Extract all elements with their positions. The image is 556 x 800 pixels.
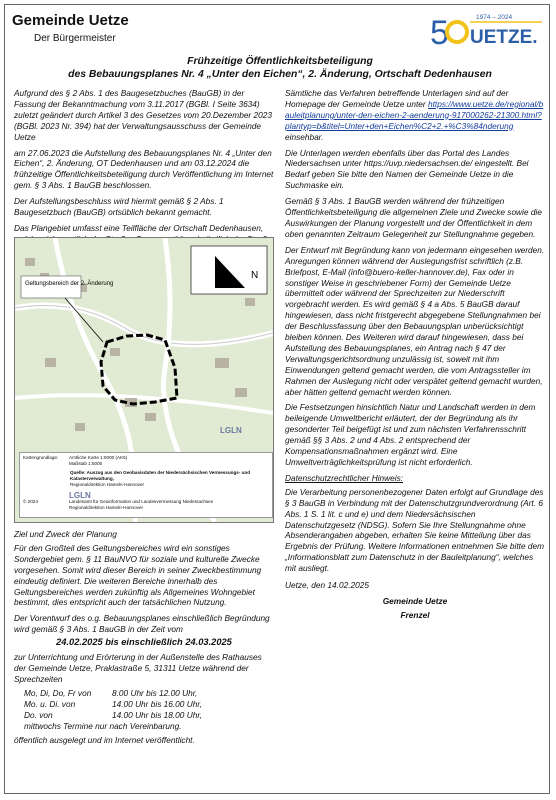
paragraph-published: öffentlich ausgelegt und im Internet veröffentlicht. xyxy=(14,735,195,746)
svg-text:5: 5 xyxy=(430,14,449,50)
legend-lgln-full-2: Regionaldirektion Hameln-Hannover xyxy=(69,505,144,510)
paragraph-environment: Die Festsetzungen hinsichtlich Natur und Landschaft werden in dem beileigende Umweltbericht erläutert, der der Begründung als ihr gesonderter Teil beigefügt ist und zum nächsten Verfahrensschritt gemäß §§ 3 Abs. 2 und 4 Abs. 2 entsprechend der Kompensationsmaßnahmen ergänzt wird. Eine Umweltverträglichkeitsprüfung ist nicht erforderlich. xyxy=(285,402,536,467)
site-map xyxy=(14,237,274,523)
documents-link[interactable]: https://www.uetze.de/regional/bauleitplanung/unter-den-eichen-2-aenderung-917000262-21300.html?plantyp=b&titel=Unter+den+Eichen%C2+2.+%C3%84nderung xyxy=(285,98,544,131)
logo-text: UETZE. xyxy=(470,27,538,48)
uetze-50-logo xyxy=(430,10,544,50)
legend-source-2: Regionaldirektion Hameln-Hannover xyxy=(70,482,145,487)
paragraph-participation: Gemäß § 3 Abs. 1 BauGB werden während der frühzeitigen Öffentlichkeitsbeteiligung die allgemeinen Ziele und Zwecke sowie die Auswirkungen der Planung vorgestellt und der Öffentlichkeit in dem oben genannten Zeitraum Gelegenheit zur Stellungnahme gegeben. xyxy=(285,196,542,239)
title-line-1: Frühzeitige Öffentlichkeitsbeteiligung xyxy=(187,56,373,67)
paragraph-data-protection: Die Verarbeitung personenbezogener Daten erfolgt auf Grundlage des § 3 BauGB in Verbindung mit der Datenschutzgrundverordnung (Art. 6 Abs. 1 S. 1 lit. c und e) und dem Niedersächsischen Datenschutzgesetz (NDSG). Sofern Sie Ihre Stellungnahme ohne Absenderangaben abgeben, erhalten Sie keine Mitteilung über das Ergebnis der Prüfung. Weitere Informationen entnehmen Sie bitte dem „Informationsblatt zum Datenschutz in der Bauleitplanung“, welches mit ausliegt. xyxy=(285,486,545,574)
paragraph-documents xyxy=(285,88,545,143)
north-arrow: N xyxy=(251,270,259,281)
display-period: 24.02.2025 bis einschließlich 24.03.2025 xyxy=(56,637,232,648)
hours-time: 8.00 Uhr bis 12.00 Uhr, xyxy=(112,687,198,698)
title-line-2: des Bebauungsplanes Nr. 4 „Unter den Eichen“, 2. Änderung, Ortschaft Dedenhausen xyxy=(68,69,492,80)
office-hours xyxy=(24,688,274,732)
heading-data-protection: Datenschutzrechtlicher Hinweis: xyxy=(285,472,404,483)
legend-basis-label: Kartengrundlage: xyxy=(23,455,59,460)
hours-row xyxy=(24,688,274,699)
legend-lgln-full: Landesamt für Geoinformation und Landesvermessung Niedersachsen xyxy=(69,499,214,504)
hours-row xyxy=(24,699,274,710)
document-title xyxy=(50,55,510,81)
hours-time: 14.00 Uhr bis 16.00 Uhr, xyxy=(112,698,202,709)
left-column-lower xyxy=(14,529,274,751)
map-lgln-mark: LGLN xyxy=(220,426,242,435)
legend-scale-value: Maßstab 1:5000 xyxy=(69,461,103,466)
legend-lgln-logo: LGLN xyxy=(69,491,91,500)
paragraph-legal-basis: Aufgrund des § 2 Abs. 1 des Baugesetzbuches (BauGB) in der Fassung der Bekanntmachung vom 3.11.2017 (BGBl. I Seite 3634) zuletzt geändert durch Artikel 3 des Gesetzes vom 20.Dezember 2023 (BGBl. 2023 Nr. 394) hat der Verwaltungsausschuss der Gemeinde Uetze xyxy=(14,88,272,142)
paragraph-announcement: Der Aufstellungsbeschluss wird hiermit gemäß § 2 Abs. 1 Baugesetzbuch (BauGB) ortsüblich bekannt gemacht. xyxy=(14,196,224,218)
paragraph-purpose: Für den Großteil des Geltungsbereiches wird ein sonstiges Sondergebiet gem. § 11 BauNVO für soziale und kulturelle Zwecke vorgesehen. Somit wird dieser Bereich in seiner Zweckbestimmung eindeutig definiert. Die weiteren Bereiche innerhalb des Geltungsbereiches werden zukünftig als Allgemeines Wohngebiet bestimmt, dies entspricht auch der tatsächlichen Nutzung. xyxy=(14,542,262,608)
right-column xyxy=(285,88,545,621)
legend-copyright: © 2024 xyxy=(23,499,38,504)
hours-row xyxy=(24,710,274,721)
hours-time: 14.00 Uhr bis 18.00 Uhr, xyxy=(112,709,202,720)
map-area-label: Geltungsbereich der 2. Änderung xyxy=(25,281,114,287)
map-legend xyxy=(19,452,273,518)
documents-end: einsehbar. xyxy=(285,131,324,142)
hours-note: mittwochs Termine nur nach Vereinbarung. xyxy=(24,720,182,731)
signature-org: Gemeinde Uetze xyxy=(382,595,448,606)
legend-source: Quelle: Auszug aus den Geobasisdaten der Niedersächsischen Vermessungs- und Katasterverwaltung, xyxy=(70,470,251,481)
hours-days: Mo, Di, Do, Fr von xyxy=(24,687,92,698)
documents-text: Sämtliche das Verfahren betreffende Unterlagen sind auf der Homepage der Gemeinde Uetze unter xyxy=(285,88,509,109)
paragraph-location: zur Unterrichtung und Erörterung in der Außenstelle des Rathauses der Gemeinde Uetze, Praklastraße 5, 31311 Uetze während der Sprechzeiten xyxy=(14,652,262,684)
office-name: Der Bürgermeister xyxy=(34,33,116,44)
paragraph-draft: Der Vorentwurf des o.g. Bebauungsplanes einschließlich Begründung wird gemäß § 3 Abs. 1 BauGB in der Zeit vom xyxy=(14,613,270,635)
signature-name: Frenzel xyxy=(400,609,430,620)
municipality-name: Gemeinde Uetze xyxy=(12,12,129,29)
paragraph-decision: am 27.06.2023 die Aufstellung des Bebauungsplanes Nr. 4 „Unter den Eichen“, 2. Änderung, OT Dedenhausen und am 03.12.2024 die frühzeitige Öffentlichkeitsbeteiligung durch Veröffentlichung im Internet gem. § 3 Abs. 1 BauGB beschlossen. xyxy=(14,147,274,191)
paragraph-portal: Die Unterlagen werden ebenfalls über das Portal des Landes Niedersachsen unter https://uvp.niedersachsen.de/ eingestellt. Bei Bedarf geben Sie bitte den Namen der Gemeinde Uetze in die Suchmaske ein. xyxy=(285,147,529,191)
place-date: Uetze, den 14.02.2025 xyxy=(285,580,369,591)
hours-days: Do. von xyxy=(24,709,53,720)
legend-basis-value: Amtliche Karte 1:5000 (AK5) xyxy=(69,455,128,460)
paragraph-plan-area: Das Plangebiet umfasst eine Teilfläche der Ortschaft Dedenhausen, xyxy=(14,222,264,233)
heading-purpose: Ziel und Zweck der Planung xyxy=(14,529,117,539)
hours-days: Mo. u. Di. von xyxy=(24,698,76,709)
paragraph-objections: Der Entwurf mit Begründung kann von jedermann eingesehen werden. Anregungen können während der Auslegungsfrist schriftlich (z.B. Briefpost, E-Mail (info@buero-keller-hannover.de), Fax oder in sonstiger Weise in geschriebener Form) der Gemeinde Uetze übermittelt oder während der Sprechzeiten zur Niederschrift vorgebracht werden. Es wird gemäß § 4 a Abs. 5 BauGB darauf hingewiesen, dass nicht fristgerecht abgegebene Stellungnahmen bei der Beschlussfassung über den Bebauungsplan unberücksichtigt bleiben können. Des Weiteren wird darauf hingewiesen, dass bei Aufstellung des Bebauungsplanes, ein Antrag nach § 47 der Verwaltungsgerichtsordnung unzulässig ist, soweit mit ihm Einwendungen geltend gemacht werden, die vom Antragssteller im Rahmen der Auslegung nicht oder verspätet geltend gemacht wurden, aber hätten geltend gemacht werden können. xyxy=(285,244,545,397)
logo-years: 1974 – 2024 xyxy=(476,14,513,21)
